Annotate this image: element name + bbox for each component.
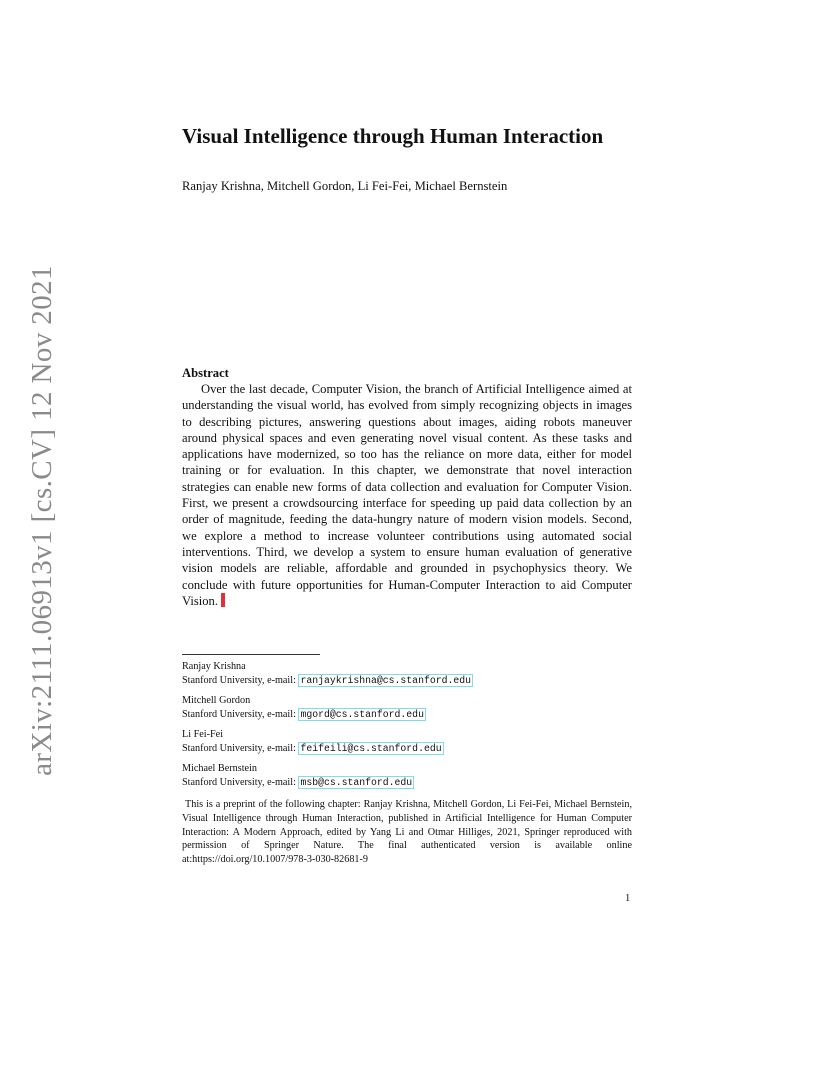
affiliations bbox=[182, 660, 632, 796]
abstract-section bbox=[182, 365, 632, 609]
affiliation-prefix: Stanford University, e-mail: bbox=[182, 743, 299, 754]
affiliation-line bbox=[182, 674, 632, 688]
email-link[interactable]: ranjaykrishna@cs.stanford.edu bbox=[300, 675, 471, 686]
affiliation-name: Li Fei-Fei bbox=[182, 729, 224, 740]
paper-title: Visual Intelligence through Human Interaction bbox=[182, 124, 604, 148]
affiliation-entry bbox=[182, 728, 632, 756]
page-number: 1 bbox=[625, 893, 631, 904]
affiliation-line bbox=[182, 708, 632, 722]
arxiv-identifier: arXiv:2111.06913v1 [cs.CV] 12 Nov 2021 bbox=[25, 264, 58, 776]
affiliation-prefix: Stanford University, e-mail: bbox=[182, 777, 299, 788]
affiliation-name: Mitchell Gordon bbox=[182, 695, 251, 706]
footnote-divider bbox=[182, 654, 320, 655]
affiliation-prefix: Stanford University, e-mail: bbox=[182, 675, 299, 686]
arxiv-stamp bbox=[18, 264, 66, 776]
author-list: Ranjay Krishna, Mitchell Gordon, Li Fei-Fei, Michael Bernstein bbox=[182, 179, 508, 193]
affiliation-line bbox=[182, 742, 632, 756]
abstract-body: Over the last decade, Computer Vision, the branch of Artificial Intelligence aimed at understanding the visual world, has evolved from simply recognizing objects in images to describing pictures, answering questions about images, aiding robots maneuver around physical spaces and even generating novel visual content. As these tasks and applications have modernized, so too has the reliance on more data, either for model training or for evaluation. In this chapter, we demonstrate that novel interaction strategies can enable new forms of data collection and evaluation for Computer Vision. First, we present a crowdsourcing interface for speeding up paid data collection by an order of magnitude, feeding the data-hungry nature of modern vision models. Second, we explore a method to increase volunteer contributions using automated social interventions. Third, we develop a system to ensure human evaluation of generative vision models are reliable, affordable and grounded in psychophysics theory. We conclude with future opportunities for Human-Computer Interaction to aid Computer Vision. bbox=[182, 382, 632, 608]
affiliation-entry bbox=[182, 762, 632, 790]
affiliation-entry bbox=[182, 694, 632, 722]
affiliation-name: Michael Bernstein bbox=[182, 763, 257, 774]
affiliation-line bbox=[182, 776, 632, 790]
cursor-marker bbox=[221, 593, 225, 607]
email-link[interactable]: feifeili@cs.stanford.edu bbox=[300, 743, 442, 754]
affiliation-entry bbox=[182, 660, 632, 688]
abstract-text bbox=[182, 381, 632, 609]
email-link[interactable]: msb@cs.stanford.edu bbox=[300, 777, 413, 788]
email-link[interactable]: mgord@cs.stanford.edu bbox=[300, 709, 424, 720]
affiliation-prefix: Stanford University, e-mail: bbox=[182, 709, 299, 720]
abstract-heading: Abstract bbox=[182, 366, 229, 380]
affiliation-name: Ranjay Krishna bbox=[182, 661, 246, 672]
preprint-note: This is a preprint of the following chapter: Ranjay Krishna, Mitchell Gordon, Li Fei-Fei, Michael Bernstein, Visual Intelligence through Human Interaction, published in Artificial Intelligence for Human Computer Interaction: A Modern Approach, edited by Yang Li and Otmar Hilliges, 2021, Springer reproduced with permission of Springer Nature. The final authenticated version is available online at:https://doi.org/10.1007/978-3-030-82681-9 bbox=[182, 799, 632, 866]
